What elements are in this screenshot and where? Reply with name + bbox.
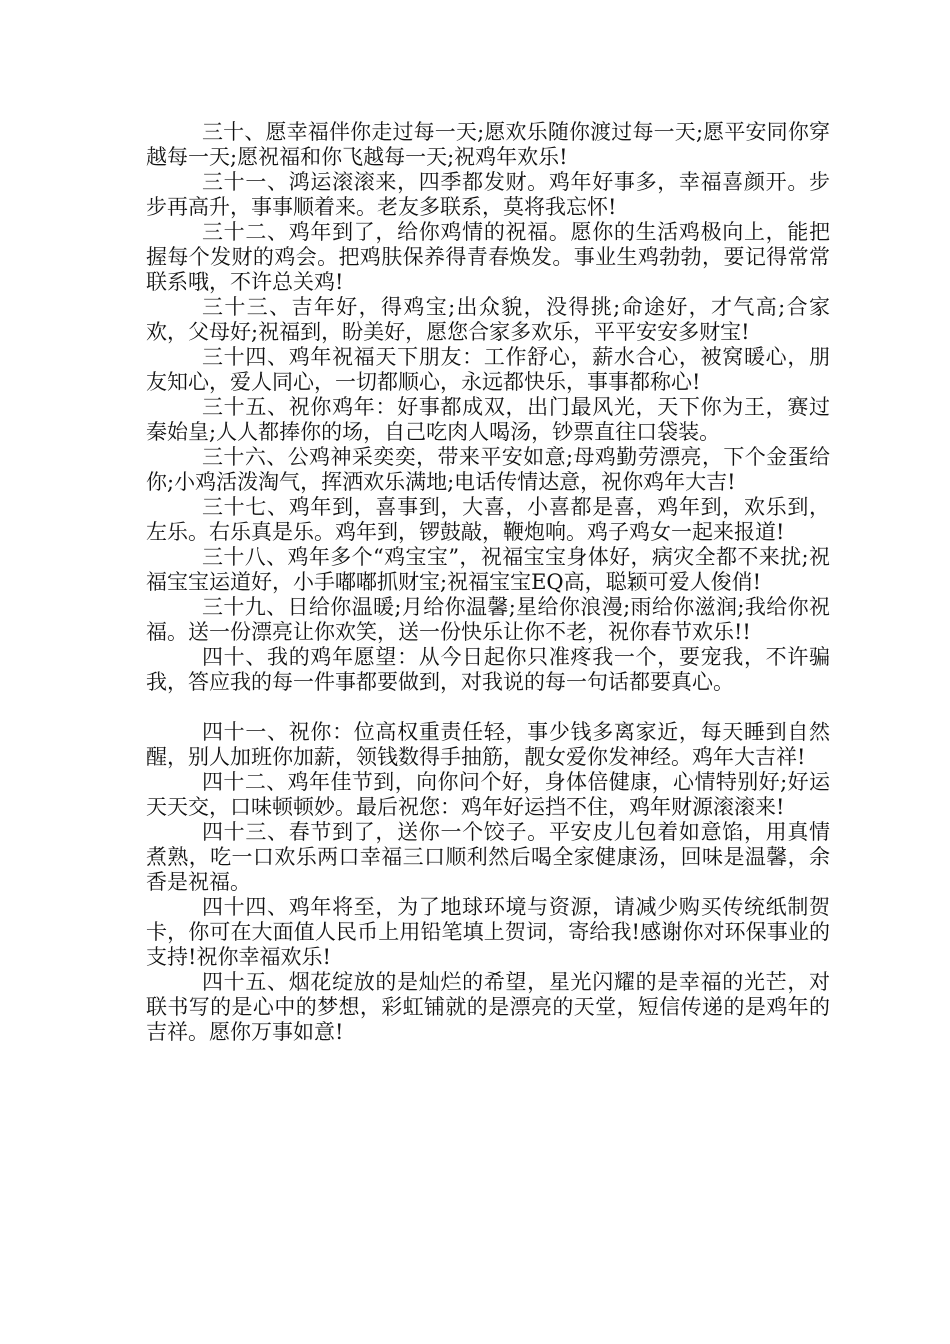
paragraph-44: 四十四、鸡年将至，为了地球环境与资源，请减少购买传统纸制贺卡，你可在大面值人民币上用铅笔填上贺词，寄给我!感谢你对环保事业的支持!祝你幸福欢乐!: [146, 895, 830, 969]
paragraph-32: 三十二、鸡年到了，给你鸡情的祝福。愿你的生活鸡极向上，能把握每个发财的鸡会。把鸡肤保养得青春焕发。事业生鸡勃勃，要记得常常联系哦，不许总关鸡!: [146, 220, 830, 294]
paragraph-33: 三十三、吉年好，得鸡宝;出众貌，没得挑;命途好，才气高;合家欢，父母好;祝福到，盼美好，愿您合家多欢乐，平平安安多财宝!: [146, 295, 830, 344]
paragraph-43: 四十三、春节到了，送你一个饺子。平安皮儿包着如意馅，用真情煮熟，吃一口欢乐两口幸福三口顺利然后喝全家健康汤，回味是温馨，余香是祝福。: [146, 820, 830, 894]
paragraph-45: 四十五、烟花绽放的是灿烂的希望，星光闪耀的是幸福的光芒，对联书写的是心中的梦想，彩虹铺就的是漂亮的天堂，短信传递的是鸡年的吉祥。愿你万事如意!: [146, 970, 830, 1044]
paragraph-39: 三十九、日给你温暖;月给你温馨;星给你浪漫;雨给你滋润;我给你祝福。送一份漂亮让你欢笑，送一份快乐让你不老，祝你春节欢乐!!: [146, 595, 830, 644]
paragraph-35: 三十五、祝你鸡年：好事都成双，出门最风光，天下你为王，赛过秦始皇;人人都捧你的场，自己吃肉人喝汤，钞票直往口袋装。: [146, 395, 830, 444]
paragraph-41: 四十一、祝你：位高权重责任轻，事少钱多离家近，每天睡到自然醒，别人加班你加薪，领钱数得手抽筋，靓女爱你发神经。鸡年大吉祥!: [146, 720, 830, 769]
document-body: [146, 120, 830, 1045]
paragraph-40: 四十、我的鸡年愿望：从今日起你只准疼我一个，要宠我，不许骗我，答应我的每一件事都要做到，对我说的每一句话都要真心。: [146, 645, 830, 694]
paragraph-37: 三十七、鸡年到，喜事到，大喜，小喜都是喜，鸡年到，欢乐到，左乐。右乐真是乐。鸡年到，锣鼓敲，鞭炮响。鸡子鸡女一起来报道!: [146, 495, 830, 544]
paragraph-42: 四十二、鸡年佳节到，向你问个好，身体倍健康，心情特别好;好运天天交，口味顿顿妙。最后祝您：鸡年好运挡不住，鸡年财源滚滚来!: [146, 770, 830, 819]
paragraph-36: 三十六、公鸡神采奕奕，带来平安如意;母鸡勤劳漂亮，下个金蛋给你;小鸡活泼淘气，挥洒欢乐满地;电话传情达意，祝你鸡年大吉!: [146, 445, 830, 494]
paragraph-38: 三十八、鸡年多个“鸡宝宝”，祝福宝宝身体好，病灾全都不来扰;祝福宝宝运道好，小手嘟嘟抓财宝;祝福宝宝EQ高，聪颖可爱人俊俏!: [146, 545, 830, 594]
paragraph-31: 三十一、鸿运滚滚来，四季都发财。鸡年好事多，幸福喜颜开。步步再高升，事事顺着来。老友多联系，莫将我忘怀!: [146, 170, 830, 219]
paragraph-30: 三十、愿幸福伴你走过每一天;愿欢乐随你渡过每一天;愿平安同你穿越每一天;愿祝福和你飞越每一天;祝鸡年欢乐!: [146, 120, 830, 169]
paragraph-34: 三十四、鸡年祝福天下朋友：工作舒心，薪水合心，被窝暖心，朋友知心，爱人同心，一切都顺心，永远都快乐，事事都称心!: [146, 345, 830, 394]
